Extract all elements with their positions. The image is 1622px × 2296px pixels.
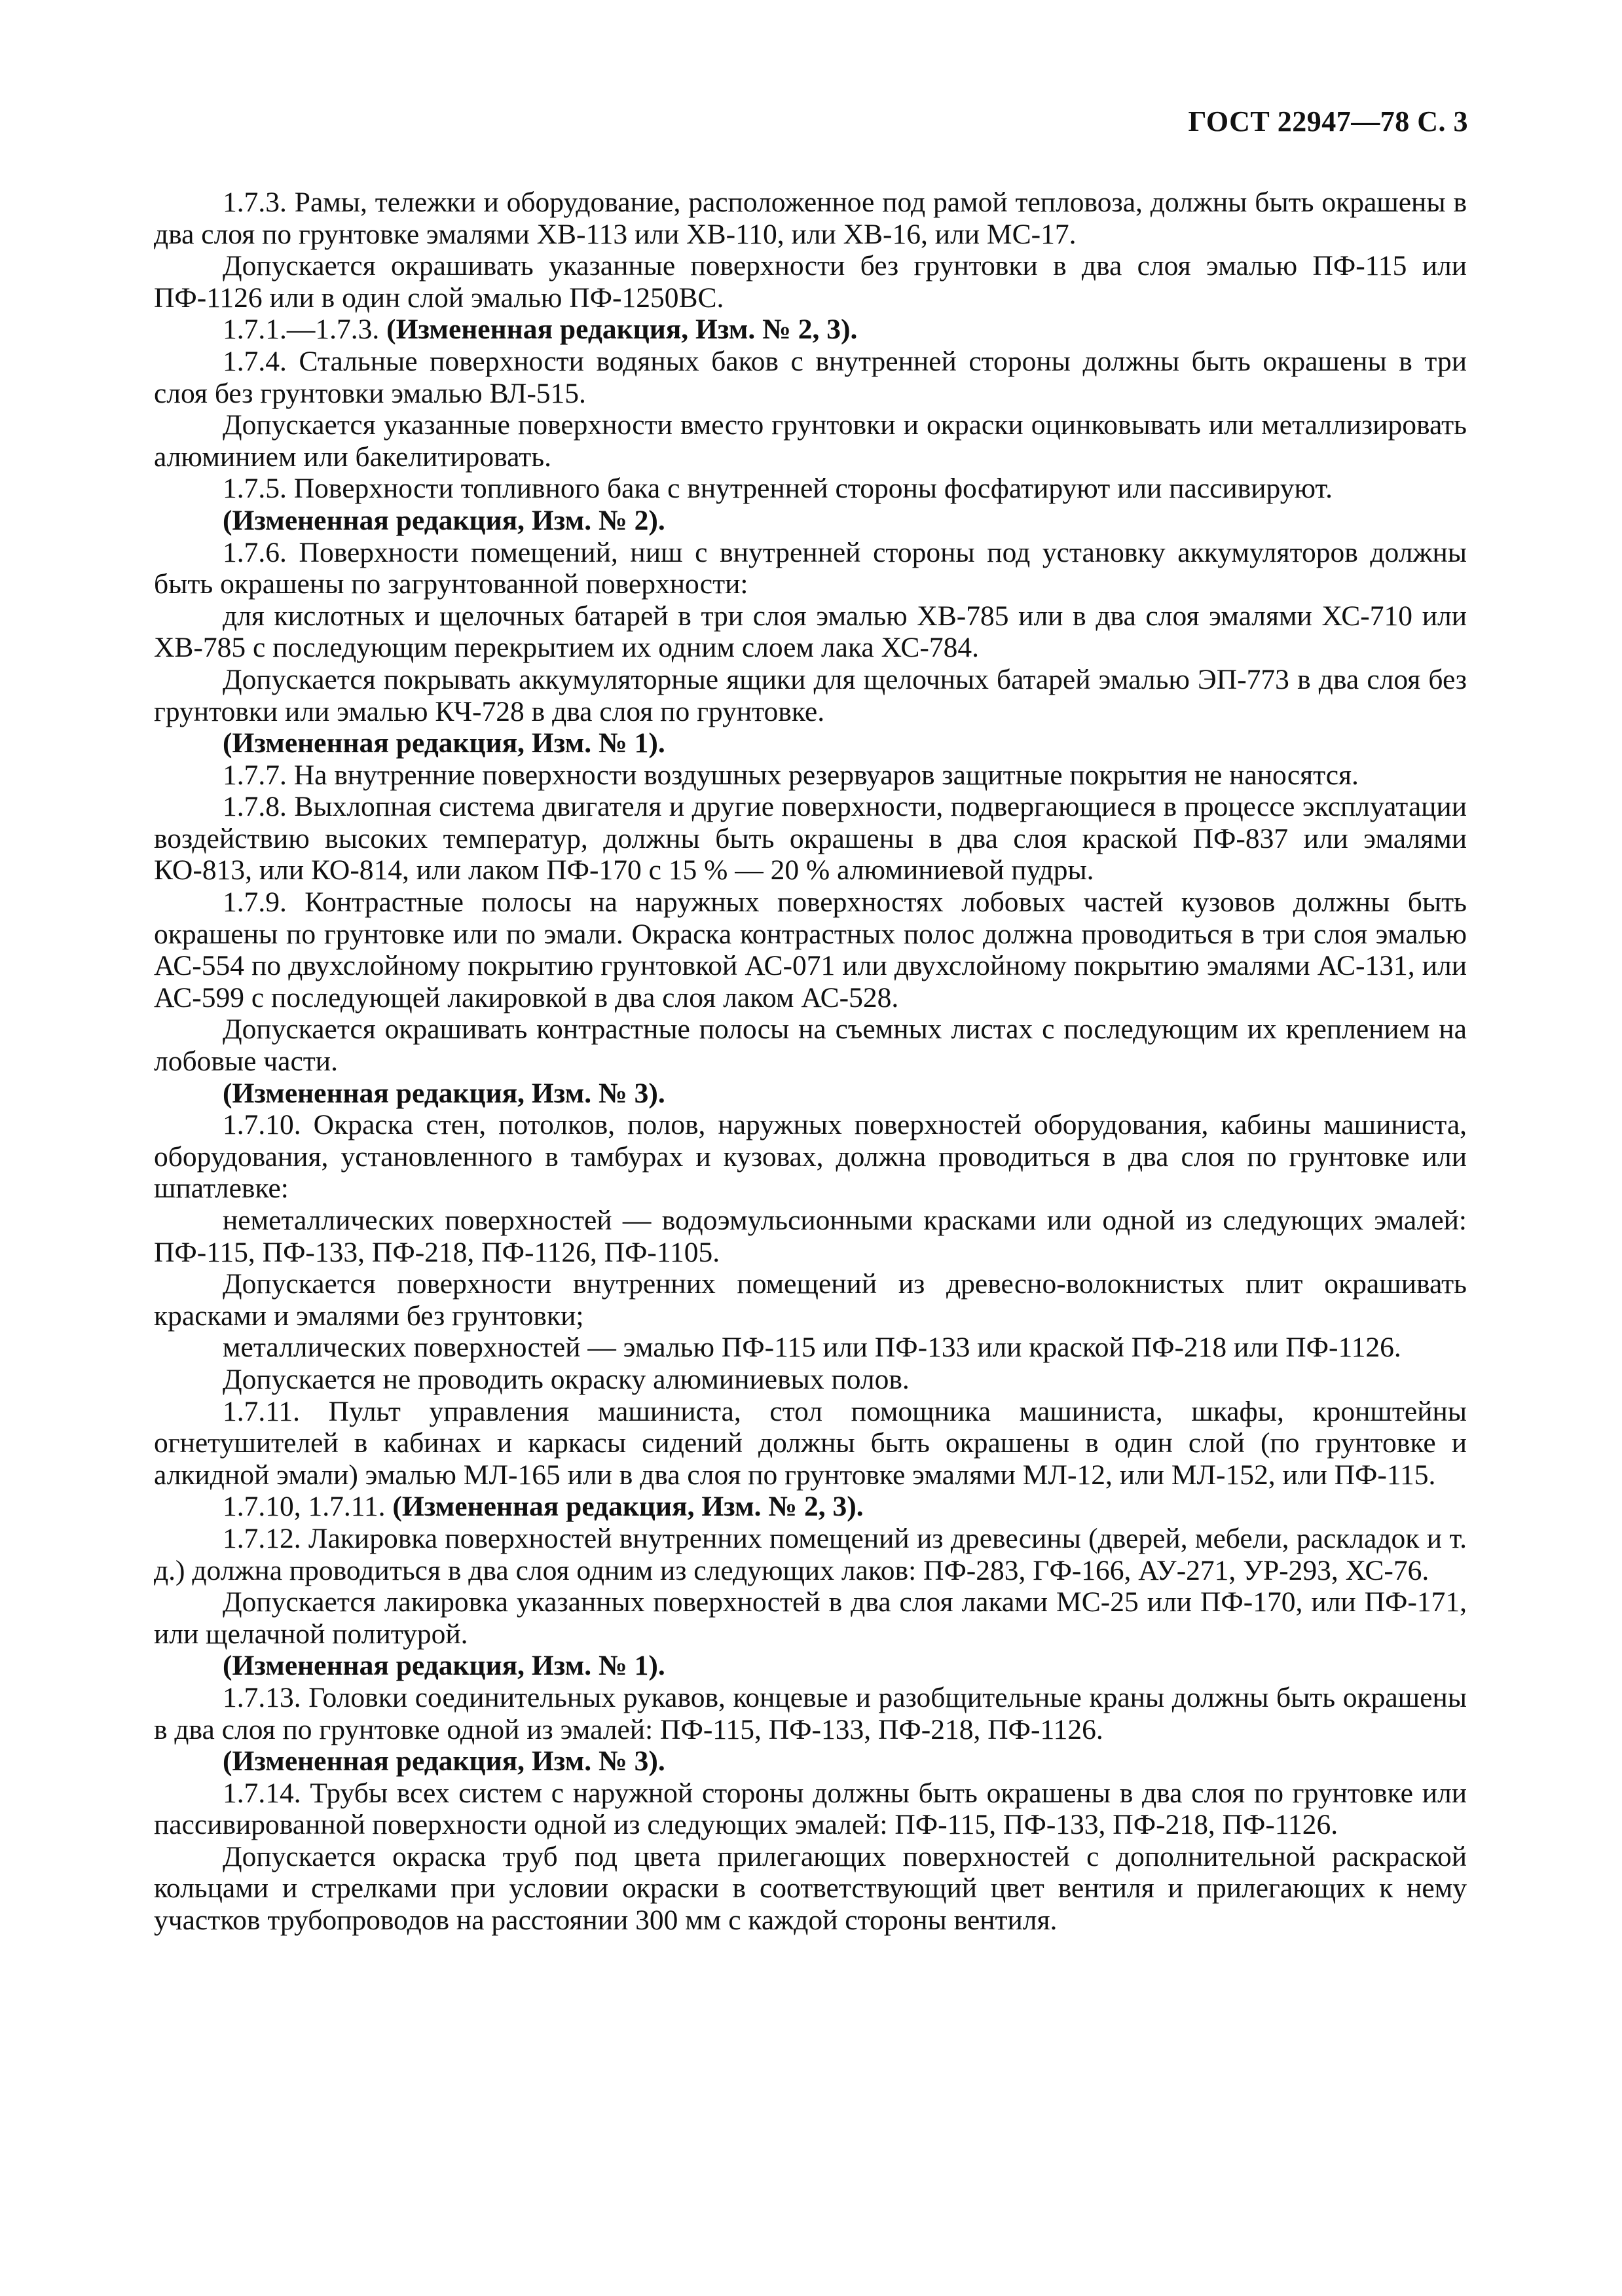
paragraph: 1.7.10. Окраска стен, потолков, полов, наружных поверхностей оборудования, кабины машиниста, оборудования, установленного в тамбурах и кузовах, должна проводиться в два слоя по грунтовке или шпатлевке:	[154, 1109, 1467, 1205]
paragraph	[154, 1491, 1467, 1523]
paragraph: Допускается окрашивать указанные поверхности без грунтовки в два слоя эмалью ПФ-115 или ПФ-1126 или в один слой эмалью ПФ-1250ВС.	[154, 250, 1467, 314]
paragraph: 1.7.9. Контрастные полосы на наружных поверхностях лобовых частей кузовов должны быть окрашены по грунтовке или по эмали. Окраска контрастных полос должна проводиться в три слоя эмалью АС-554 по двухслойному покрытию грунтовкой АС-071 или двухслойному покрытию эмалями АС-131, или АС-599 с последующей лакировкой в два слоя лаком АС-528.	[154, 886, 1467, 1013]
paragraph: Допускается окраска труб под цвета прилегающих поверхностей с дополнительной раскраской кольцами и стрелками при условии окраски в соответствующий цвет вентиля и прилегающих к нему участков трубопроводов на расстоянии 300 мм с каждой стороны вентиля.	[154, 1840, 1467, 1937]
paragraph: 1.7.3. Рамы, тележки и оборудование, расположенное под рамой тепловоза, должны быть окрашены в два слоя по грунтовке эмалями ХВ-113 или ХВ-110, или ХВ-16, или МС-17.	[154, 187, 1467, 250]
amendment-note: (Измененная редакция, Изм. № 3).	[223, 1745, 665, 1777]
amendment-prefix: 1.7.10, 1.7.11.	[223, 1491, 393, 1523]
paragraph: Допускается не проводить окраску алюминиевых полов.	[223, 1363, 910, 1395]
paragraph: 1.7.5. Поверхности топливного бака с внутренней стороны фосфатируют или пассивируют.	[223, 473, 1333, 505]
amendment-note: (Измененная редакция, Изм. № 1).	[223, 1650, 665, 1682]
paragraph: 1.7.13. Головки соединительных рукавов, концевые и разобщительные краны должны быть окрашены в два слоя по грунтовке одной из эмалей: ПФ-115, ПФ-133, ПФ-218, ПФ-1126.	[154, 1681, 1467, 1745]
paragraph: Допускается поверхности внутренних помещений из древесно-волокнистых плит окрашивать красками и эмалями без грунтовки;	[154, 1268, 1467, 1332]
paragraph: 1.7.12. Лакировка поверхностей внутренних помещений из древесины (дверей, мебели, раскладок и т. д.) должна проводиться в два слоя одним из следующих лаков: ПФ-283, ГФ-166, АУ-271, УР-293, ХС-76.	[154, 1522, 1467, 1586]
paragraph: Допускается окрашивать контрастные полосы на съемных листах с последующим их креплением на лобовые части.	[154, 1013, 1467, 1078]
paragraph: 1.7.6. Поверхности помещений, ниш с внутренней стороны под установку аккумуляторов должны быть окрашены по загрунтованной поверхности:	[154, 536, 1467, 600]
amendment-note: (Измененная редакция, Изм. № 3).	[223, 1077, 665, 1109]
document-body	[154, 187, 1467, 1937]
paragraph: 1.7.7. На внутренние поверхности воздушных резервуаров защитные покрытия не наносятся.	[223, 759, 1359, 791]
amendment-note: (Измененная редакция, Изм. № 1).	[223, 727, 665, 759]
paragraph	[154, 314, 1467, 346]
paragraph: 1.7.8. Выхлопная система двигателя и другие поверхности, подвергающиеся в процессе эксплуатации воздействию высоких температур, должны быть окрашены в два слоя краской ПФ-837 или эмалями КО-813, или КО-814, или лаком ПФ-170 с 15 % — 20 % алюминиевой пудры.	[154, 791, 1467, 886]
amendment-note: (Измененная редакция, Изм. № 2, 3).	[392, 1491, 864, 1523]
paragraph: Допускается покрывать аккумуляторные ящики для щелочных батарей эмалью ЭП-773 в два слоя без грунтовки или эмалью КЧ-728 в два слоя по грунтовке.	[154, 663, 1467, 727]
amendment-prefix: 1.7.1.—1.7.3.	[223, 314, 387, 346]
page-header: ГОСТ 22947—78 С. 3	[1188, 105, 1468, 137]
paragraph: Допускается лакировка указанных поверхностей в два слоя лаками МС-25 или ПФ-170, или ПФ-171, или щелачной политурой.	[154, 1586, 1467, 1650]
paragraph: для кислотных и щелочных батарей в три слоя эмалью ХВ-785 или в два слоя эмалями ХС-710 или ХВ-785 с последующим перекрытием их одним слоем лака ХС-784.	[154, 600, 1467, 664]
amendment-note: (Измененная редакция, Изм. № 2, 3).	[386, 314, 858, 346]
amendment-note: (Измененная редакция, Изм. № 2).	[223, 504, 665, 536]
paragraph: 1.7.4. Стальные поверхности водяных баков с внутренней стороны должны быть окрашены в три слоя без грунтовки эмалью ВЛ-515.	[154, 345, 1467, 409]
paragraph: неметаллических поверхностей — водоэмульсионными красками или одной из следующих эмалей: ПФ-115, ПФ-133, ПФ-218, ПФ-1126, ПФ-1105.	[154, 1205, 1467, 1268]
paragraph: металлических поверхностей — эмалью ПФ-115 или ПФ-133 или краской ПФ-218 или ПФ-1126.	[223, 1332, 1401, 1364]
paragraph: 1.7.14. Трубы всех систем с наружной стороны должны быть окрашены в два слоя по грунтовке или пассивированной поверхности одной из следующих эмалей: ПФ-115, ПФ-133, ПФ-218, ПФ-1126.	[154, 1777, 1467, 1841]
paragraph: Допускается указанные поверхности вместо грунтовки и окраски оцинковывать или металлизировать алюминием или бакелитировать.	[154, 409, 1467, 473]
paragraph: 1.7.11. Пульт управления машиниста, стол помощника машиниста, шкафы, кронштейны огнетушителей в кабинах и каркасы сидений должны быть окрашены в один слой (по грунтовке и алкидной эмали) эмалью МЛ-165 или в два слоя по грунтовке эмалями МЛ-12, или МЛ-152, или ПФ-115.	[154, 1395, 1467, 1491]
